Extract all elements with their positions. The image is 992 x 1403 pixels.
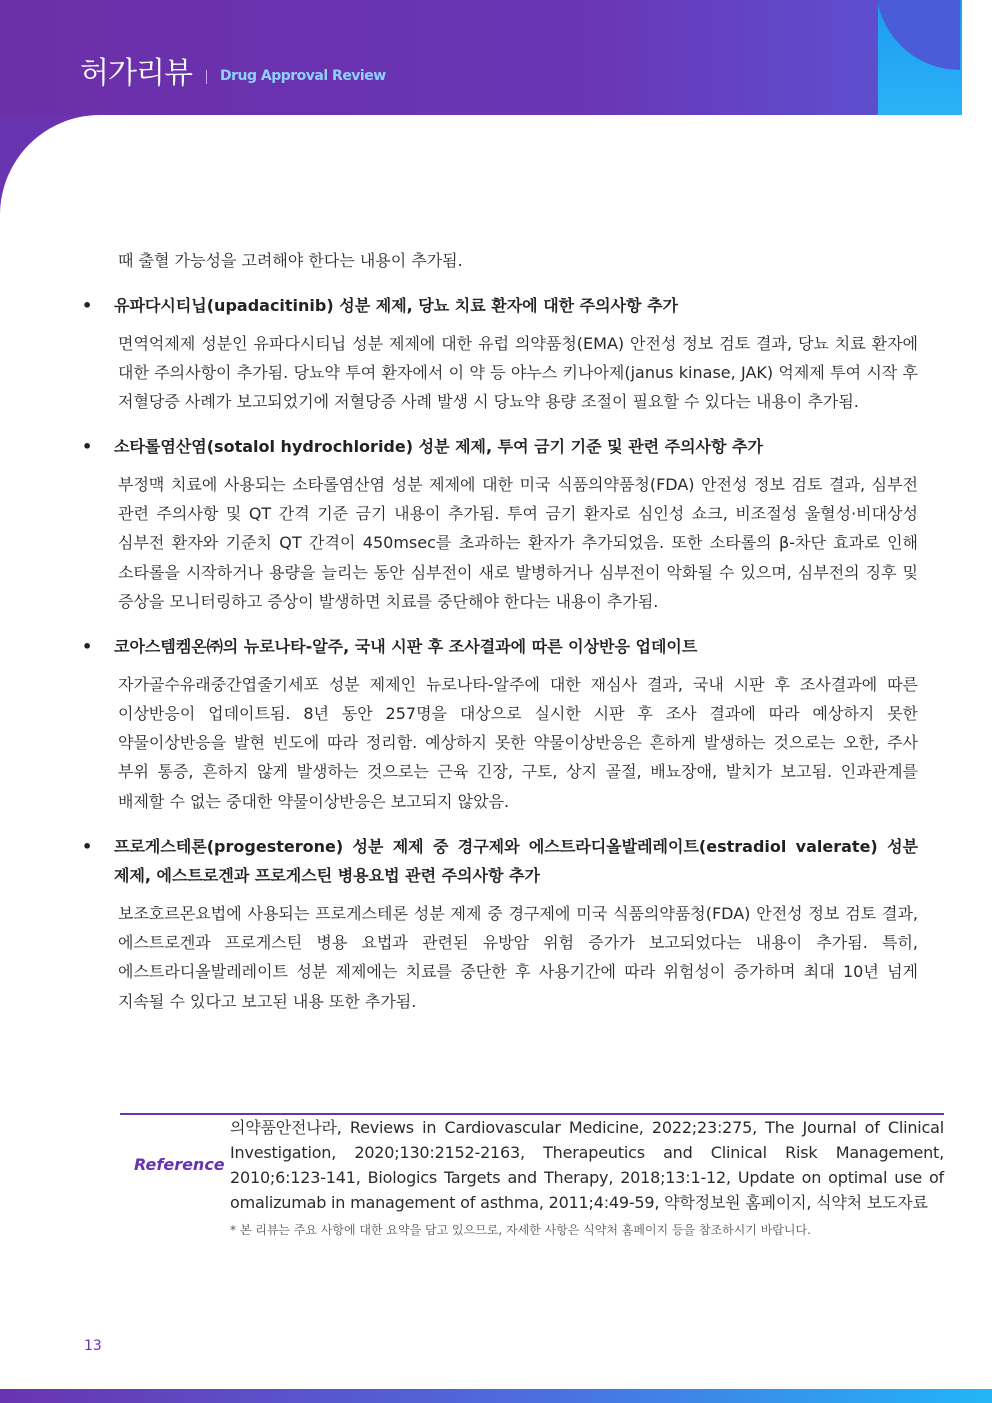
- review-item-title: [82, 432, 918, 461]
- review-item-body: 자가골수유래중간엽줄기세포 성분 제제인 뉴로나타-알주에 대한 재심사 결과, 국내 시판 후 조사결과에 따른 이상반응이 업데이트됨. 8년 동안 257명을 대상으로 실시한 시판 후 조사 결과에 따라 예상하지 못한 약물이상반응을 발현 빈도에 따라 정리함. 예상하지 못한 약물이상반응은 흔하게 발생하는 것으로는 오한, 주사 부위 통증, 흔하지 않게 발생하는 것으로는 근육 긴장, 구토, 상지 골절, 배뇨장애, 발치가 보고됨. 인과관계를 배제할 수 없는 중대한 약물이상반응은 보고되지 않았음.: [118, 674, 918, 811]
- bullet-icon: •: [82, 637, 93, 657]
- review-item-title-text: 프로게스테론(progesterone) 성분 제제 중 경구제와 에스트라디올발레레이트(estradiol valerate) 성분 제제, 에스트로겐과 프로게스틴 병용요법 관련 주의사항 추가: [114, 837, 918, 886]
- review-item-title: [82, 832, 918, 891]
- header-curve-decoration: [0, 115, 100, 215]
- review-item-body: 면역억제제 성분인 유파다시티닙 성분 제제에 대한 유럽 의약품청(EMA) 안전성 정보 검토 결과, 당뇨 치료 환자에 대한 주의사항이 추가됨. 당뇨약 투여 환자에서 이 약 등 야누스 키나아제(janus kinase, JAK) 억제제 투여 시작 후 저혈당증 사례가 보고되었기에 저혈당증 사례 발생 시 당뇨약 용량 조절이 필요할 수 있다는 내용이 추가됨.: [118, 333, 918, 412]
- reference-label: Reference: [134, 1155, 225, 1174]
- review-item-body: 부정맥 치료에 사용되는 소타롤염산염 성분 제제에 대한 미국 식품의약품청(FDA) 안전성 정보 검토 결과, 심부전 관련 주의사항 및 QT 간격 기준 금기 내용이 추가됨. 투여 금기 환자로 심인성 쇼크, 비조절성 울혈성·비대상성 심부전 환자와 기준치 QT 간격이 450msec를 초과하는 환자가 추가되었음. 또한 소타롤의 β-차단 효과로 인해 소타롤을 시작하거나 용량을 늘리는 동안 심부전이 새로 발병하거나 심부전이 악화될 수 있으며, 심부전의 징후 및 증상을 모니터링하고 증상이 발생하면 치료를 중단해야 한다는 내용이 추가됨.: [118, 474, 918, 611]
- review-item-title: [82, 632, 918, 661]
- review-item: [82, 632, 918, 816]
- review-item: [82, 832, 918, 1016]
- review-item: [82, 291, 918, 416]
- page-header: [0, 0, 962, 115]
- review-item-title-text: 코아스템켐온㈜의 뉴로나타-알주, 국내 시판 후 조사결과에 따른 이상반응 업데이트: [114, 637, 698, 657]
- reference-text: 의약품안전나라, Reviews in Cardiovascular Medicine, 2022;23:275, The Journal of Clinical Investigation, 2020;130:2152-2163, Therapeutics and Clinical Risk Management, 2010;6:123-141, Biologics Targets and Therapy, 2018;13:1-12, Update on optimal use of omalizumab in management of asthma, 2011;4:49-59, 약학정보원 홈페이지, 식약처 보도자료: [230, 1118, 944, 1212]
- page-number: 13: [84, 1338, 102, 1354]
- footer-bar: [0, 1389, 992, 1403]
- section-subtitle: Drug Approval Review: [220, 68, 386, 84]
- review-item-title-text: 소타롤염산염(sotalol hydrochloride) 성분 제제, 투여 금기 기준 및 관련 주의사항 추가: [114, 437, 763, 457]
- bullet-icon: •: [82, 437, 93, 457]
- review-item-body: 보조호르몬요법에 사용되는 프로게스테론 성분 제제 중 경구제에 미국 식품의약품청(FDA) 안전성 정보 검토 결과, 에스트로겐과 프로게스틴 병용 요법과 관련된 유방암 위험 증가가 보고되었다는 내용이 추가됨. 특히, 에스트라디올발레레이트 성분 제제에는 치료를 중단한 후 사용기간에 따라 위험성이 증가하며 최대 10년 넘게 지속될 수 있다고 보고된 내용 또한 추가됨.: [118, 903, 918, 1011]
- bullet-icon: •: [82, 296, 93, 316]
- review-item-title-text: 유파다시티닙(upadacitinib) 성분 제제, 당뇨 치료 환자에 대한 주의사항 추가: [114, 296, 678, 316]
- intro-paragraph: 때 출혈 가능성을 고려해야 한다는 내용이 추가됨.: [118, 251, 463, 270]
- bullet-icon: •: [82, 837, 93, 857]
- header-corner-decoration: [878, 0, 962, 115]
- header-divider: [206, 70, 207, 84]
- section-title: 허가리뷰: [80, 56, 192, 91]
- review-item: [82, 432, 918, 616]
- review-item-title: [82, 291, 918, 320]
- article-body: [82, 246, 918, 1016]
- reference-section: [120, 1113, 944, 1238]
- reference-note: * 본 리뷰는 주요 사항에 대한 요약을 담고 있으므로, 자세한 사항은 식약처 홈페이지 등을 참조하시기 바랍니다.: [230, 1223, 811, 1237]
